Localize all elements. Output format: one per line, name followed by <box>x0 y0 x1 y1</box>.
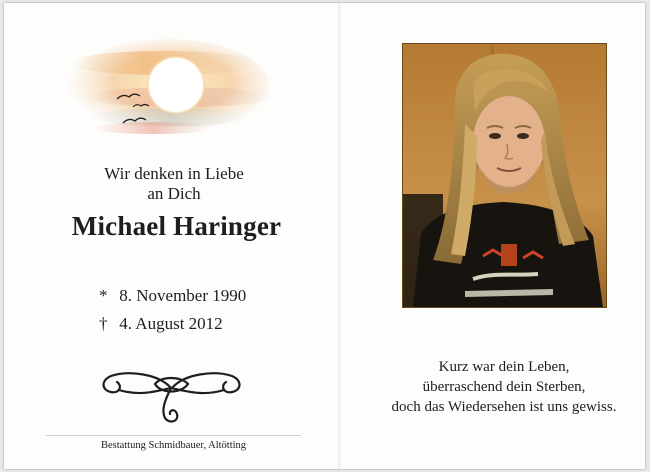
memorial-card <box>4 3 645 469</box>
deceased-name: Michael Haringer <box>71 211 282 241</box>
intro-line-1: Wir denken in Liebe <box>104 164 244 183</box>
death-symbol: † <box>99 314 108 333</box>
sunset-with-birds-icon <box>59 33 279 143</box>
verse-line-1: Kurz war dein Leben, <box>438 359 570 375</box>
portrait-photo <box>402 43 607 308</box>
flourish-ornament-icon <box>99 366 244 426</box>
birth-date-line <box>99 286 339 306</box>
birth-date: 8. November 1990 <box>119 286 247 305</box>
verse-line-2: überraschend dein Sterben, <box>422 379 586 395</box>
card-fold <box>338 3 341 469</box>
birth-symbol: * <box>99 286 108 305</box>
intro-line-2: an Dich <box>147 184 201 203</box>
footer-divider <box>46 435 301 436</box>
death-date: 4. August 2012 <box>119 314 223 333</box>
verse-line-3: doch das Wiedersehen ist uns gewiss. <box>391 399 617 415</box>
funeral-home-credit: Bestattung Schmidbauer, Altötting <box>100 440 247 451</box>
death-date-line <box>99 314 339 334</box>
